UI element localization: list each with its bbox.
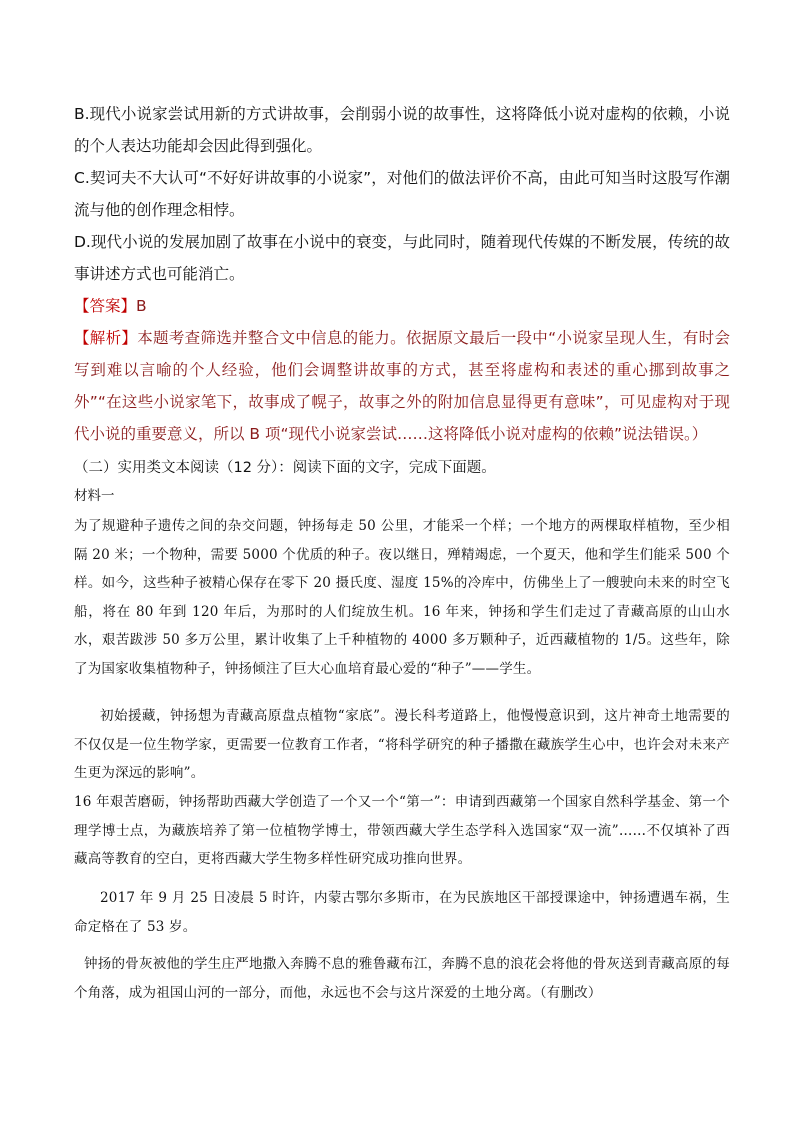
material-paragraph-4: 2017 年 9 月 25 日凌晨 5 时许，内蒙古鄂尔多斯市，在为民族地区干部授课途中，钟扬遭遇车祸，生命定格在了 53 岁。 [74, 890, 730, 935]
section-title: （二）实用类文本阅读（12 分）：阅读下面的文字，完成下面题。 [74, 460, 496, 476]
material-paragraph-1: 为了规避种子遗传之间的杂交问题，钟扬每走 50 公里，才能采一个样；一个地方的两棵取样植物，至少相隔 20 米；一个物种，需要 5000 个优质的种子。夜以继日，殚精竭虑，一个夏天，他和学生们能采 500 个样。如今，这些种子被精心保存在零下 20 摄氏度、湿度 15%的冷库中，仿佛坐上了一艘驶向未来的时空飞船，将在 80 年到 120 年后，为那时的人们绽放生机。16 年来，钟扬和学生们走过了青藏高原的山山水水，艰苦跋涉 50 多万公里，累计收集了上千种植物的 4000 多万颗种子，近西藏植物的 1/5。这些年，除了为国家收集植物种子，钟扬倾注了巨大心血培育最心爱的“种子”——学生。 [74, 518, 730, 677]
analysis-text: 本题考查筛选并整合文中信息的能力。依据原文最后一段中“小说家呈现人生，有时会写到难以言喻的个人经验，他们会调整讲故事的方式，甚至将虚构和表述的重心挪到故事之外”“在这些小说家笔下，故事成了幌子，故事之外的附加信息显得更有意味”，可见虚构对于现代小说的重要意义，所以 B 项“现代小说家尝试……这将降低小说对虚构的依赖”说法错误。） [74, 329, 730, 443]
material-paragraph-3: 16 年艰苦磨砺，钟扬帮助西藏大学创造了一个又一个“第一”：申请到西藏第一个国家自然科学基金、第一个理学博士点，为藏族培养了第一位植物学博士，带领西藏大学生态学科入选国家“双一流”……不仅填补了西藏高等教育的空白，更将西藏大学生物多样性研究成功推向世界。 [74, 794, 730, 867]
analysis-paragraph [74, 322, 730, 450]
option-b: B.现代小说家尝试用新的方式讲故事，会削弱小说的故事性，这将降低小说对虚构的依赖，小说的个人表达功能却会因此得到强化。 [74, 105, 730, 155]
material-paragraph-5: 钟扬的骨灰被他的学生庄严地撒入奔腾不息的雅鲁藏布江，奔腾不息的浪花会将他的骨灰送到青藏高原的每个角落，成为祖国山河的一部分，而他，永远也不会与这片深爱的土地分离。（有删改） [74, 956, 730, 1001]
material-paragraph-2: 初始援藏，钟扬想为青藏高原盘点植物“家底”。漫长科考道路上，他慢慢意识到，这片神奇土地需要的不仅仅是一位生物学家，更需要一位教育工作者，“将科学研究的种子播撒在藏族学生心中，也许会对未来产生更为深远的影响”。 [74, 708, 731, 781]
material-title: 材料一 [74, 488, 115, 504]
option-c: C.契诃夫不大认可“不好好讲故事的小说家”，对他们的做法评价不高，由此可知当时这股写作潮流与他的创作理念相悖。 [74, 169, 730, 219]
option-d: D.现代小说的发展加剧了故事在小说中的衰变，与此同时，随着现代传媒的不断发展，传统的故事讲述方式也可能消亡。 [74, 233, 730, 283]
answer-tag: 【答案】 [74, 297, 137, 315]
analysis-tag: 【解析】 [74, 329, 138, 347]
answer-line [74, 290, 730, 322]
answer-value: B [136, 297, 147, 315]
